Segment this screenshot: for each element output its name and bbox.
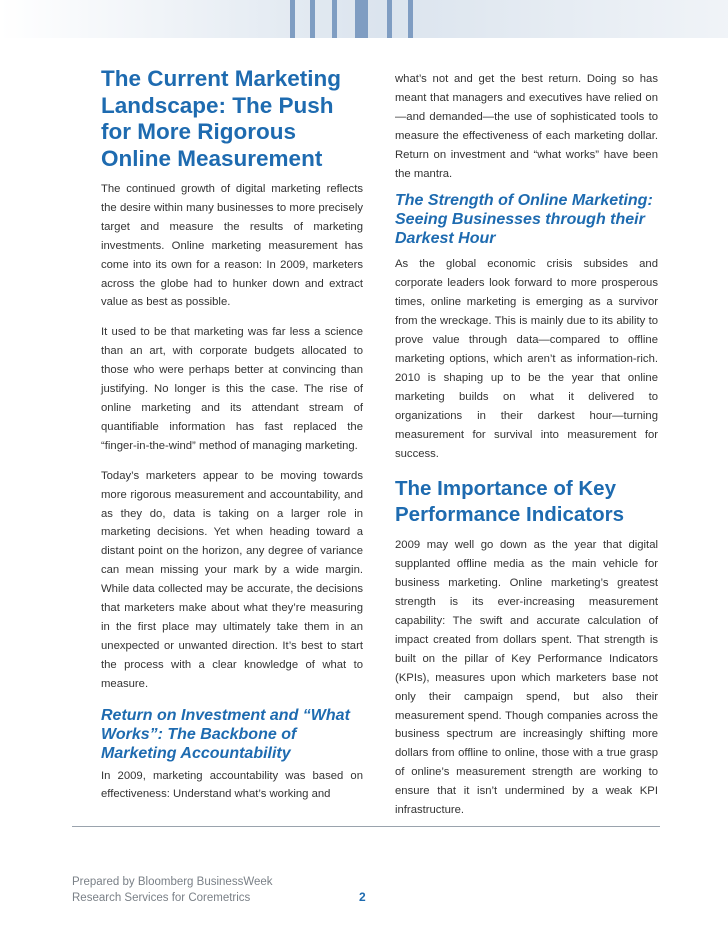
- section-title-kpi: The Importance of Key Performance Indicators: [395, 477, 624, 527]
- paragraph: It used to be that marketing was far less a science than an art, with corporate budgets allocated to those who were perhaps better at convincing than justifying. No longer is this the case. The rise of online marketing and its attendant stream of quantifiable information has fast replaced the “finger-in-the-wind” method of managing marketing.: [101, 326, 363, 452]
- header-bar: [290, 0, 295, 38]
- footer-line: Research Services for Coremetrics: [72, 891, 251, 904]
- header-bar: [310, 0, 315, 38]
- header-decorative-band: [0, 0, 728, 38]
- section-title-roi: Return on Investment and “What Works”: The Backbone of Marketing Accountability: [101, 706, 350, 762]
- paragraph: 2009 may well go down as the year that digital supplanted offline media as the main vehicle for business marketing. Online marketing’s greatest strength is its ever-increasing measurement capability: The swift and accurate calculation of impact created from dollars spent. That strength is built on the pillar of Key Performance Indicators (KPIs), measures upon which marketers base not only their campaign spend, but also their measurement spend. Though companies across the business spectrum are increasingly shifting more dollars from offline to online, those with a true grasp of online’s measurement strength are working to ensure that it isn’t undermined by a weak KPI infrastructure.: [395, 539, 658, 817]
- header-bar: [355, 0, 368, 38]
- header-bar: [387, 0, 392, 38]
- paragraph: Today’s marketers appear to be moving towards more rigorous measurement and accountability, and as they do, data is taking on a larger role in marketing decisions. Yet when heading toward a distant point on the horizon, any degree of variance can mean missing your mark by a wide margin. While data collected may be accurate, the decisions that marketers make about what they’re measuring in the first place may ultimately take them in an unexpected or unwanted direction. It’s best to start the process with a clear knowledge of what to measure.: [101, 469, 363, 690]
- section-title-marketing-landscape: The Current Marketing Landscape: The Push for More Rigorous Online Measurement: [101, 66, 342, 171]
- left-column: [101, 66, 363, 804]
- paragraph: In 2009, marketing accountability was based on effectiveness: Understand what’s working and: [101, 769, 363, 801]
- section-title-online-strength: The Strength of Online Marketing: Seeing Businesses through their Darkest Hour: [395, 192, 653, 248]
- header-bar: [332, 0, 337, 38]
- paragraph: As the global economic crisis subsides and corporate leaders look forward to more prosperous times, online marketing is emerging as a survivor from the wreckage. This is mainly due to its ability to prove value through data—compared to offline marketing options, which aren’t as information-rich. 2010 is shaping up to be the year that online marketing builds on what it delivered to organizations in their darkest hour—turning measurement for survival into measurement for success.: [395, 258, 658, 460]
- right-column: [395, 70, 658, 820]
- header-gradient-right: [380, 0, 728, 38]
- footer-divider: [72, 826, 660, 827]
- footer-line: Prepared by Bloomberg BusinessWeek: [72, 876, 273, 888]
- header-bar: [408, 0, 413, 38]
- footer-credit: [72, 875, 273, 906]
- page-number: 2: [359, 890, 366, 904]
- paragraph: what’s not and get the best return. Doing so has meant that managers and executives have relied on—and demanded—the use of sophisticated tools to measure the effectiveness of each marketing dollar. Return on investment and “what works” have been the mantra.: [395, 73, 658, 180]
- header-gradient-left: [0, 0, 380, 38]
- paragraph: The continued growth of digital marketing reflects the desire within many businesses to more precisely target and measure the results of marketing investments. Online marketing measurement has come into its own for a reason: In 2009, marketers across the globe had to hunker down and extract value as best as possible.: [101, 183, 363, 309]
